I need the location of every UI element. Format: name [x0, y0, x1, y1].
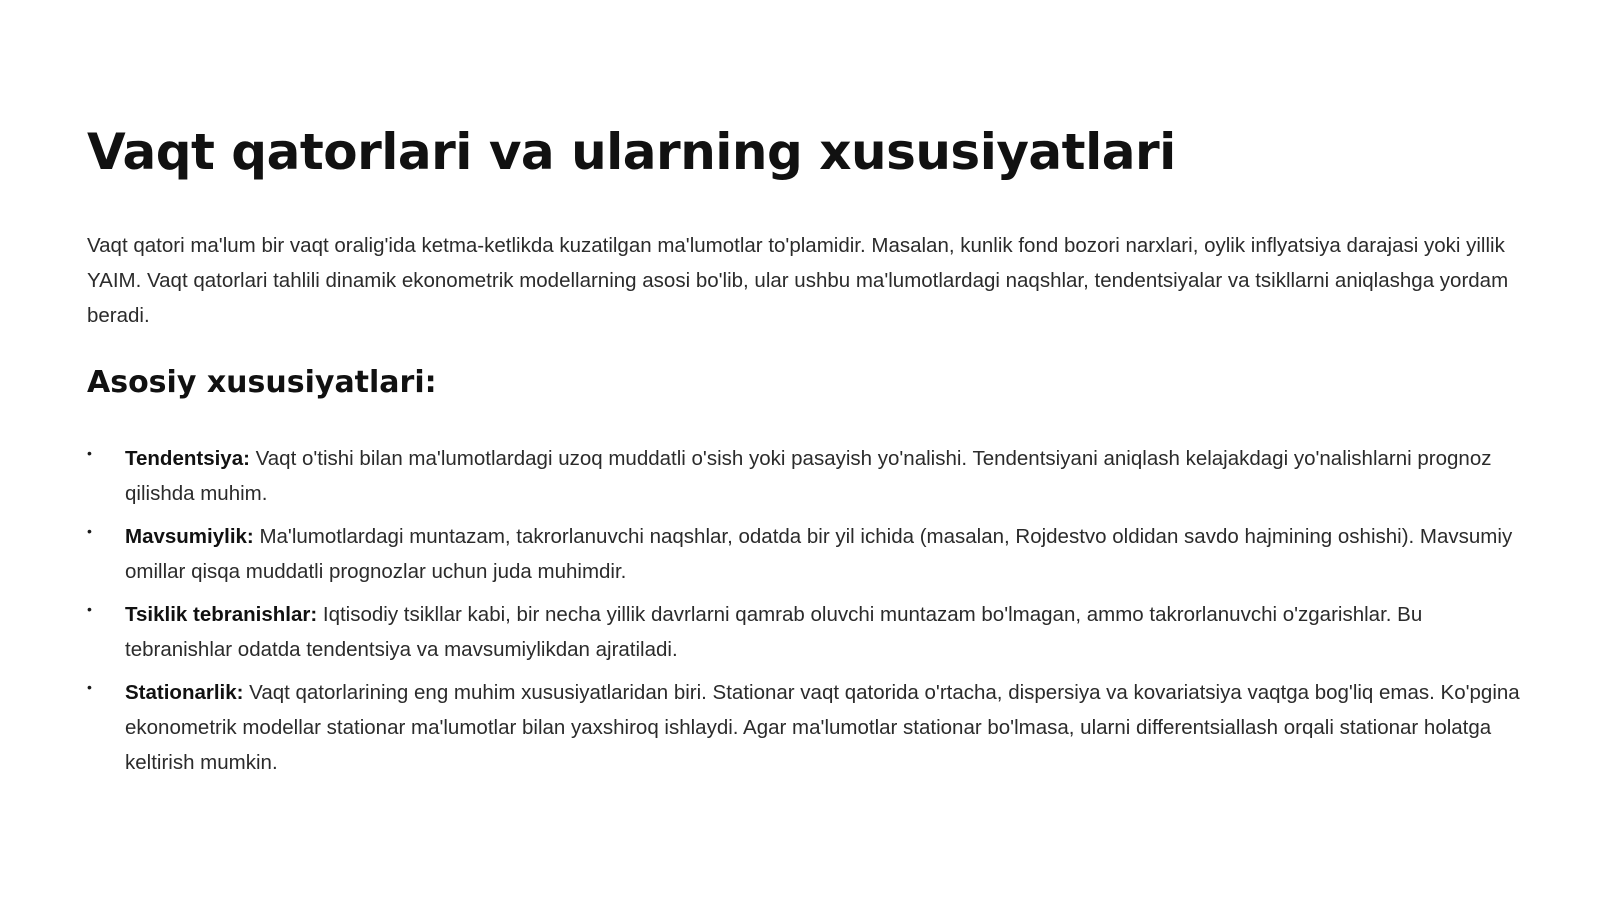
bullet-icon: •	[87, 601, 92, 617]
list-item-seasonality	[87, 519, 1527, 589]
feature-list	[87, 441, 1527, 780]
list-item-text: Vaqt o'tishi bilan ma'lumotlardagi uzoq muddatli o'sish yoki pasayish yo'nalishi. Tendentsiyani aniqlash kelajakdagi yo'nalishlarni prognoz qilishda muhim.	[125, 447, 1492, 505]
page-title: Vaqt qatorlari va ularning xususiyatlari	[87, 123, 1176, 181]
list-item-term: Mavsumiylik:	[125, 525, 254, 548]
slide-content	[87, 120, 1527, 788]
list-item-text: Vaqt qatorlarining eng muhim xususiyatlaridan biri. Stationar vaqt qatorida o'rtacha, dispersiya va kovariatsiya vaqtga bog'liq emas. Ko'pgina ekonometrik modellar stationar ma'lumotlar bilan yaxshiroq ishlaydi. Agar ma'lumotlar stationar bo'lmasa, ularni differentsiallash orqali stationar holatga keltirish mumkin.	[125, 681, 1520, 774]
list-item-text: Ma'lumotlardagi muntazam, takrorlanuvchi naqshlar, odatda bir yil ichida (masalan, Rojdestvo oldidan savdo hajmining oshishi). Mavsumiy omillar qisqa muddatli prognozlar uchun juda muhimdir.	[125, 525, 1513, 583]
list-item-stationarity	[87, 675, 1527, 780]
list-item-trend	[87, 441, 1527, 511]
list-item-term: Stationarlik:	[125, 681, 244, 704]
list-item-term: Tendentsiya:	[125, 447, 250, 470]
list-item-text: Iqtisodiy tsikllar kabi, bir necha yillik davrlarni qamrab oluvchi muntazam bo'lmagan, ammo takrorlanuvchi o'zgarishlar. Bu tebranishlar odatda tendentsiya va mavsumiylikdan ajratiladi.	[125, 603, 1423, 661]
bullet-icon: •	[87, 679, 92, 695]
list-item-cyclical	[87, 597, 1527, 667]
bullet-icon: •	[87, 445, 92, 461]
section-heading: Asosiy xususiyatlari:	[87, 365, 437, 400]
intro-paragraph: Vaqt qatori ma'lum bir vaqt oralig'ida ketma-ketlikda kuzatilgan ma'lumotlar to'plamidir. Masalan, kunlik fond bozori narxlari, oylik inflyatsiya darajasi yoki yillik YAIM. Vaqt qatorlari tahlili dinamik ekonometrik modellarning asosi bo'lib, ular ushbu ma'lumotlardagi naqshlar, tendentsiyalar va tsikllarni aniqlashga yordam beradi.	[87, 234, 1509, 327]
list-item-term: Tsiklik tebranishlar:	[125, 603, 318, 626]
bullet-icon: •	[87, 523, 92, 539]
